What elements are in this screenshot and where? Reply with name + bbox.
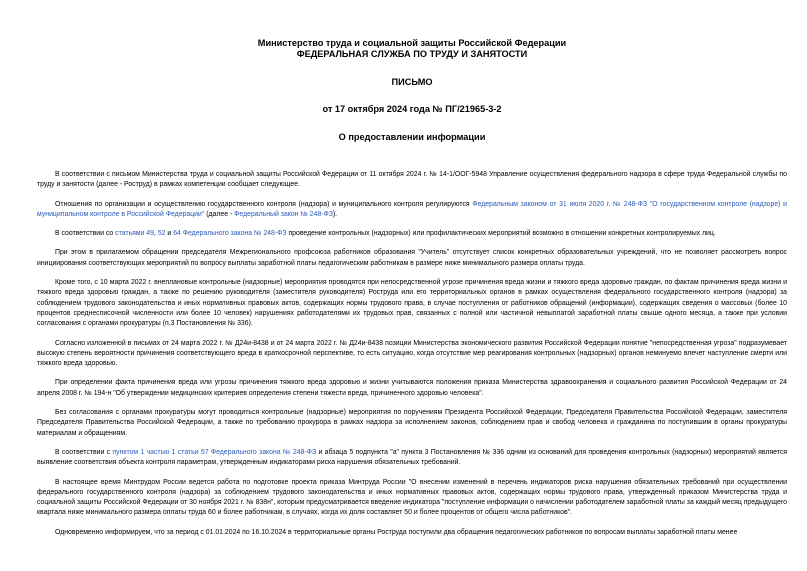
paragraph-5: Кроме того, с 10 марта 2022 г. внеплановые контрольные (надзорные) мероприятия проводятся при непосредственной угрозе причинения вреда жизни и тяжкого вреда здоровью граждан, по фактам причинения вреда жизни и тяжкого вреда здоровью граждан, а также по решению руководителя (заместителя руководителя) Роструда или его территориальных органов в рамках осуществления федерального государственного контроля (надзора) за соблюдением трудового законодательства и иных нормативных правовых актов, содержащих нормы трудового права, в случае поступления от работников обращений (информации), содержащих сведения о массовых (более 10 процентов среднесписочной численности или более 10 человек) нарушениях работодателями их трудовых прав, связанных с полной или частичной невыплатой заработной платы свыше одного месяца, а также при условии согласования с органами прокуратуры (п.3 Постановления № 336).	[37, 279, 787, 328]
paragraph-7: При определении факта причинения вреда или угрозы причинения тяжкого вреда здоровью и жизни учитываются положения приказа Министерства здравоохранения и социального развития Российской Федерации от 24 апреля 2008 г. № 194-н "Об утверждении медицинских критериев определения степени тяжести вреда, причиненного здоровью человека".	[37, 379, 787, 397]
service-name: ФЕДЕРАЛЬНАЯ СЛУЖБА ПО ТРУДУ И ЗАНЯТОСТИ	[296, 49, 528, 59]
paragraph-text: Отношения по организации и осуществлению государственного контроля (надзора) и муниципального контроля регулируются	[55, 200, 473, 208]
article-49-link[interactable]: статьями 49	[115, 230, 154, 238]
paragraph-text: ,	[153, 230, 158, 238]
paragraph-4: При этом в прилагаемом обращении председателя Межрегионального профсоюза работников образования "Учитель" отсутствует список конкретных образовательных учреждений, что не позволяет рассмотреть вопрос инициирования соответствующих мероприятий по вопросу выплаты заработной платы педагогическим работникам в размере ниже минимального размера оплаты труда.	[37, 249, 787, 267]
paragraph-text: ).	[332, 210, 338, 218]
article-64-link[interactable]: 64 Федерального закона № 248-ФЗ	[173, 230, 287, 238]
paragraph-8: Без согласования с органами прокуратуры могут проводиться контрольные (надзорные) мероприятия по поручениям Президента Российской Федерации, Председателя Правительства Российской Федерации, заместителя Председателя Правительства Российской Федерации, а также по требованию прокурора в рамках надзора за исполнением законов, соблюдением прав и свобод человека и гражданина по поступившим в органы прокуратуры материалам и обращениям.	[37, 409, 787, 437]
paragraph-2	[37, 200, 787, 221]
paragraph-10: В настоящее время Минтрудом России ведется работа по подготовке проекта приказа Минтруда России "О внесении изменений в перечень индикаторов риска нарушения обязательных требований при осуществлении федерального государственного контроля (надзора) за соблюдением трудового законодательства и иных нормативных правовых актов, содержащих нормы трудового права, утвержденный приказом Министерства труда и социальной защиты Российской Федерации от 30 ноября 2021 г. № 838н", которым предусматривается введение индикатора "поступление информации о начислении работодателем заработной платы за каждый месяц предыдущего квартала ниже минимального размера оплаты труда 60 и более работникам, в случаях, когда их доля составляет 50 и более процентов от общего числа работников".	[37, 478, 787, 517]
article-57-link[interactable]: пунктом 1 частью 1 статьи 57 Федерального закона № 248-ФЗ	[112, 448, 317, 456]
ministry-name: Министерство труда и социальной защиты Российской Федерации	[257, 38, 567, 48]
paragraph-6: Согласно изложенной в письмах от 24 марта 2022 г. № Д24и-8438 и от 24 марта 2022 г. № Д24и-8438 позиции Министерства экономического развития Российской Федерации понятие "непосредственная угроза" подразумевает высокую степень вероятности причинения соответствующего вреда в краткосрочной перспективе, то есть ситуацию, когда отсутствие мер реагирования контрольных (надзорных) органов неминуемо влечет наступление смерти или тяжкого вреда здоровью.	[37, 339, 787, 368]
paragraph-text: В соответствии с	[55, 448, 113, 456]
paragraph-text: (далее -	[204, 210, 235, 218]
paragraph-11: Одновременно информируем, что за период с 01.01.2024 по 16.10.2024 в территориальные органы Роструда поступили два обращения педагогических работников по вопросам выплаты заработной платы менее	[55, 528, 738, 536]
paragraph-9	[37, 448, 787, 469]
document-subject: О предоставлении информации	[338, 132, 486, 142]
article-52-link[interactable]: 52	[157, 230, 166, 238]
law-248-fz-short-link[interactable]: Федеральный закон № 248-ФЗ	[234, 210, 333, 218]
document-type: ПИСЬМО	[391, 77, 433, 87]
paragraph-text: В соответствии со	[55, 230, 116, 238]
paragraph-text: и	[165, 230, 174, 238]
document-date-number: от 17 октября 2024 года № ПГ/21965-3-2	[322, 104, 502, 114]
document-body	[37, 170, 787, 538]
paragraph-3	[37, 229, 787, 239]
paragraph-text: и абзаца 5 подпункта "а" пункта 3 Постановления № 336 одним из оснований для проведения контрольных (надзорных) мероприятий является выявление соответствия объекта контроля параметрам, утвержденным индикаторами риска нарушения обязательных требований.	[37, 448, 788, 467]
paragraph-text: проведение контрольных (надзорных) или профилактических мероприятий возможно в отношении конкретных контролируемых лиц.	[286, 230, 716, 238]
law-248-fz-link[interactable]: Федеральным законом от 31 июля 2020 г. № 248-ФЗ "О государственном контроле (надзоре) и муниципальном контроле в Российской Федерации"	[37, 200, 788, 218]
paragraph-1: В соответствии с письмом Министерства труда и социальной защиты Российской Федерации от 11 октября 2024 г. № 14-1/ООГ-5948 Управление осуществления федерального надзора в сфере труда Федеральной службы по труду и занятости (далее - Роструд) в рамках компетенции сообщает следующее.	[37, 171, 787, 189]
